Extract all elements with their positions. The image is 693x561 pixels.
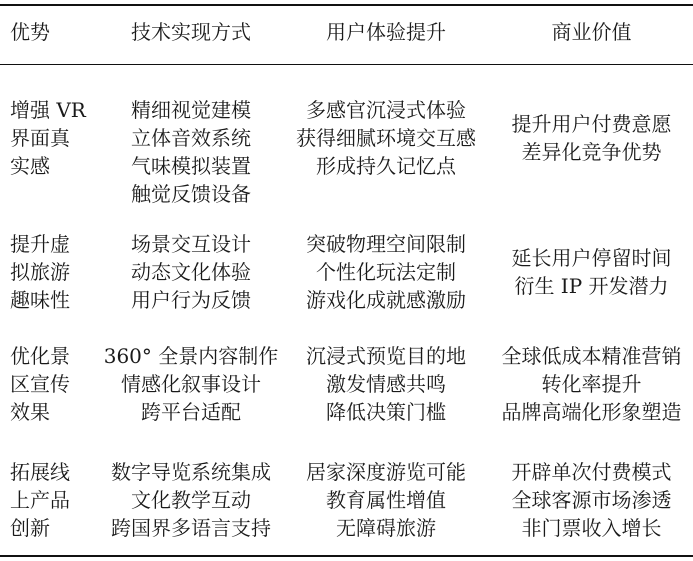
cell-line: 突破物理空间限制 [306,232,466,256]
cell-line: 多感官沉浸式体验 [306,98,466,122]
row4-ux [282,458,490,542]
cell-line: 全球客源市场渗透 [511,488,672,512]
row2-advantage [10,230,100,314]
cell-line: 提升用户付费意愿 [511,112,672,136]
row2-tech [100,230,282,314]
cell-line: 优化景 [10,344,70,368]
cell-line: 形成持久记忆点 [316,154,456,178]
cell-line: 居家深度游览可能 [306,460,466,484]
cell-line: 拓展线 [10,460,70,484]
cell-line: 动态文化体验 [131,260,251,284]
cell-line: 差异化竞争优势 [521,140,662,164]
cell-line: 增强 VR [10,98,86,122]
cell-line: 跨国界多语言支持 [111,516,271,540]
cell-line: 非门票收入增长 [521,516,662,540]
row2-value [490,244,693,300]
cell-line: 区宣传 [10,372,70,396]
cell-line: 精细视觉建模 [131,98,251,122]
cell-line: 情感化叙事设计 [121,372,261,396]
cell-line: 场景交互设计 [131,232,251,256]
cell-line: 游戏化成就感激励 [306,288,466,312]
row4-tech [100,458,282,542]
row3-value [490,342,693,426]
cell-line: 个性化玩法定制 [316,260,456,284]
cell-line: 激发情感共鸣 [326,372,446,396]
cell-line: 教育属性增值 [326,488,446,512]
header-value: 商业价值 [551,20,632,44]
cell-line: 立体音效系统 [131,126,251,150]
cell-line: 实感 [10,154,50,178]
row2-ux [282,230,490,314]
cell-line: 品牌高端化形象塑造 [501,400,682,424]
cell-line: 创新 [10,516,50,540]
header-rule [0,64,693,65]
cell-line: 文化教学互动 [131,488,251,512]
cell-line: 降低决策门槛 [326,400,446,424]
cell-line: 开辟单次付费模式 [511,460,672,484]
row3-tech [100,342,282,426]
row4-advantage [10,458,100,542]
cell-line: 360° 全景内容制作 [103,344,279,368]
row4-value [490,458,693,542]
row1-value [490,110,693,166]
cell-line: 界面真 [10,126,70,150]
row1-advantage [10,96,100,180]
cell-line: 全球低成本精准营销 [501,344,682,368]
cell-line: 用户行为反馈 [131,288,251,312]
row1-tech [100,96,282,208]
cell-line: 提升虚 [10,232,70,256]
cell-line: 气味模拟装置 [131,154,251,178]
row3-advantage [10,342,100,426]
table-top-rule [0,4,693,6]
row1-ux [282,96,490,180]
header-ux: 用户体验提升 [326,20,446,44]
cell-line: 上产品 [10,488,70,512]
cell-line: 效果 [10,400,50,424]
cell-line: 拟旅游 [10,260,70,284]
header-advantage: 优势 [10,20,50,44]
cell-line: 数字导览系统集成 [111,460,271,484]
cell-line: 获得细腻环境交互感 [296,126,476,150]
table-bottom-rule [0,555,693,557]
cell-line: 衍生 IP 开发潜力 [514,274,669,298]
cell-line: 触觉反馈设备 [131,182,251,206]
cell-line: 延长用户停留时间 [511,246,672,270]
cell-line: 沉浸式预览目的地 [306,344,466,368]
cell-line: 跨平台适配 [141,400,241,424]
cell-line: 趣味性 [10,288,70,312]
cell-line: 无障碍旅游 [336,516,436,540]
row3-ux [282,342,490,426]
header-tech: 技术实现方式 [131,20,251,44]
cell-line: 转化率提升 [541,372,642,396]
